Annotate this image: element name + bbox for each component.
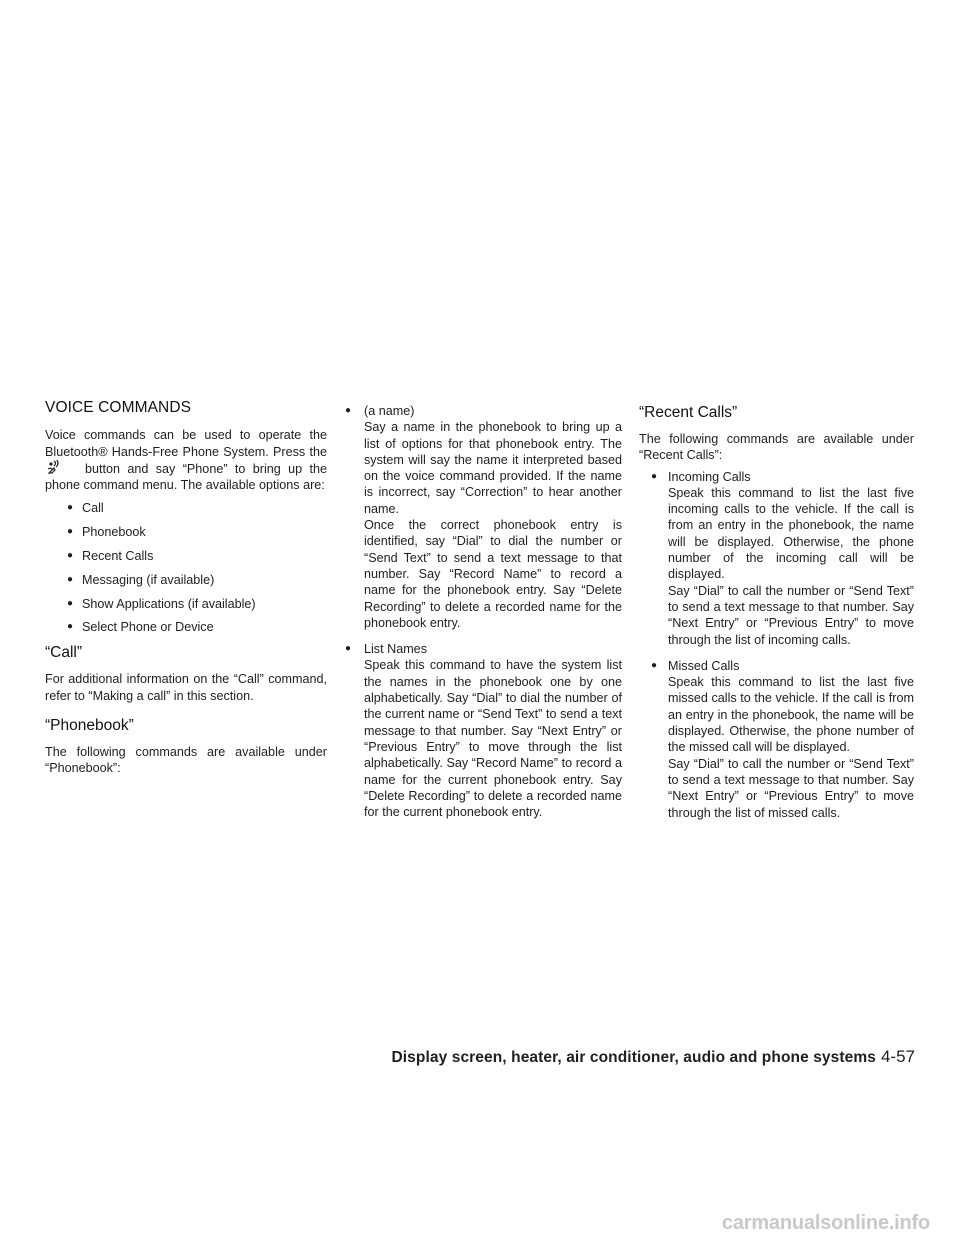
list-item: ● Messaging (if available)	[67, 572, 215, 587]
footer-title: Display screen, heater, air conditioner, audio and phone systems	[391, 1049, 876, 1066]
recent-calls-heading: “Recent Calls”	[639, 404, 738, 421]
phonebook-heading: “Phonebook”	[45, 716, 134, 734]
phonebook-intro: The following commands are available under “Phonebook”:	[45, 744, 327, 776]
bullet-icon: ●	[345, 405, 352, 416]
bullet-icon: ●	[67, 573, 74, 585]
list-item: ● Select Phone or Device	[67, 620, 214, 635]
column-right	[639, 403, 914, 831]
column-middle	[342, 403, 622, 830]
bullet-icon: ●	[67, 621, 74, 633]
list-item	[639, 658, 914, 821]
bullet-icon: ●	[67, 550, 74, 562]
column-left	[45, 400, 327, 776]
recent-calls-intro: The following commands are available under “Recent Calls”:	[639, 432, 914, 463]
item-title: (a name)	[364, 404, 415, 418]
item-text: Say “Dial” to call the number or “Send Text” to send a text message to that number. Say “Next Entry” or “Previous Entry” to move through the list of incoming calls.	[668, 583, 914, 647]
bullet-icon: ●	[67, 526, 74, 538]
voice-commands-intro: Voice commands can be used to operate the Bluetooth® Hands-Free Phone System. Press the button and say “Phone” to bring up the phone command menu. The available options are:	[45, 428, 327, 493]
call-heading: “Call”	[45, 644, 83, 662]
page-footer	[0, 1047, 915, 1067]
watermark: carmanualsonline.info	[721, 1212, 930, 1234]
bullet-icon: ●	[651, 659, 658, 671]
item-text: Say a name in the phonebook to bring up a list of options for that phonebook entry. The system will say the name it interpreted based on the voice command provided. If the name is incorrect, say “Correction” to hear another name.	[364, 420, 622, 516]
call-text: For additional information on the “Call” command, refer to “Making a call” in this section.	[45, 672, 327, 703]
item-title: Incoming Calls	[668, 469, 751, 484]
options-list	[45, 500, 327, 643]
item-text: Speak this command to have the system list the names in the phonebook one by one alphabetically. Say “Dial” to dial the number of the current name or “Send Text” to send a text message to that number. Say “Next Entry” or “Previous Entry” to move through the list alphabetically. Say “Record Name” to record a name for the current phonebook entry. Say “Delete Recording” to delete a recorded name for the current phonebook entry.	[364, 658, 622, 820]
list-item: ● Phonebook	[67, 525, 146, 540]
item-title: List Names	[364, 642, 427, 657]
bullet-icon: ●	[345, 643, 352, 655]
list-item	[639, 469, 914, 648]
item-text: Speak this command to list the last five missed calls to the vehicle. If the call is from an entry in the phonebook, the name will be displayed. Otherwise, the phone number of the missed call will be displayed.	[668, 675, 914, 755]
bullet-icon: ●	[67, 502, 74, 514]
list-item	[342, 403, 622, 631]
item-title: Missed Calls	[668, 658, 740, 673]
page-number: 4-57	[880, 1047, 915, 1066]
list-item: ● Recent Calls	[67, 549, 154, 564]
item-text: Once the correct phonebook entry is identified, say “Dial” to dial the number or “Send Text” to send a text message to that number. Say “Record Name” to record a name for the phonebook entry. Say “Delete Recording” to delete a recorded name for the phonebook entry.	[364, 518, 622, 630]
list-item: ● Show Applications (if available)	[67, 596, 256, 611]
bullet-icon: ●	[67, 597, 74, 609]
item-text: Speak this command to list the last five incoming calls to the vehicle. If the call is from an entry in the phonebook, the name will be displayed. Otherwise, the phone number of the incoming call will be displayed.	[668, 485, 914, 582]
item-text: Say “Dial” to call the number or “Send Text” to send a text message to that number. Say “Next Entry” or “Previous Entry” to move through the list of missed calls.	[668, 756, 914, 820]
list-item: ● Call	[67, 501, 104, 516]
voice-talk-icon	[45, 460, 85, 476]
bullet-icon: ●	[651, 470, 658, 482]
section-title: VOICE COMMANDS	[45, 399, 192, 416]
list-item	[342, 641, 622, 820]
